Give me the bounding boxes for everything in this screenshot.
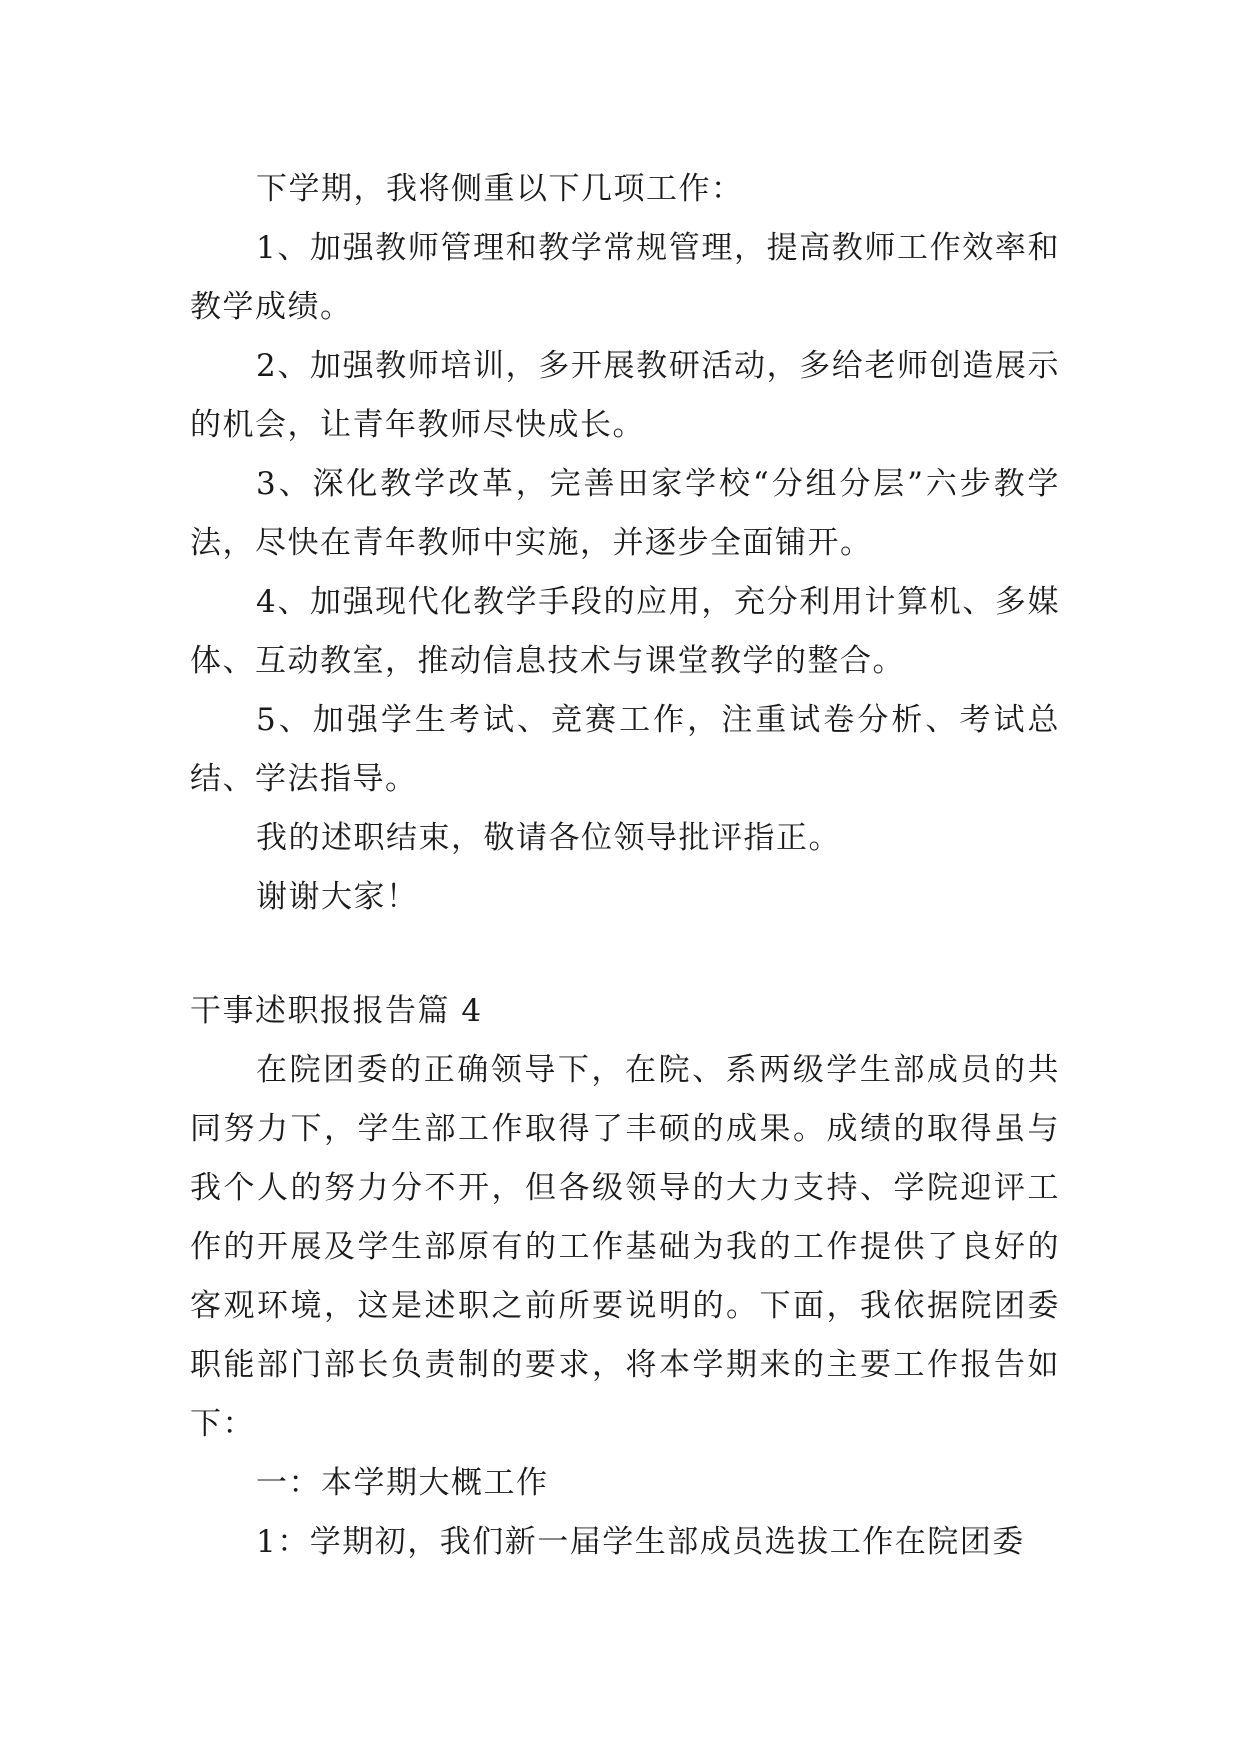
paragraph-item-2: 2、加强教师培训，多开展教研活动，多给老师创造展示的机会，让青年教师尽快成长。: [190, 348, 1060, 443]
paragraph-item-1: 1、加强教师管理和教学常规管理，提高教师工作效率和教学成绩。: [190, 230, 1060, 325]
paragraph-item-4: 4、加强现代化教学手段的应用，充分利用计算机、多媒体、互动教室，推动信息技术与课堂教学的整合。: [190, 584, 1060, 679]
section-heading: 干事述职报报告篇 4: [190, 993, 483, 1029]
paragraph-thanks: 谢谢大家！: [256, 879, 419, 915]
document-body: [190, 160, 1060, 1572]
paragraph-intro: 下学期，我将侧重以下几项工作：: [256, 171, 744, 207]
paragraph-item-3: 3、深化教学改革，完善田家学校“分组分层”六步教学法，尽快在青年教师中实施，并逐步全面铺开。: [190, 466, 1060, 561]
paragraph-closing: 我的述职结束，敬请各位领导批评指正。: [256, 820, 841, 856]
paragraph-section-intro: 在院团委的正确领导下，在院、系两级学生部成员的共同努力下，学生部工作取得了丰硕的成果。成绩的取得虽与我个人的努力分不开，但各级领导的大力支持、学院迎评工作的开展及学生部原有的工作基础为我的工作提供了良好的客观环境，这是述职之前所要说明的。下面，我依据院团委职能部门部长负责制的要求，将本学期来的主要工作报告如下：: [190, 1052, 1060, 1442]
paragraph-subheading: 一：本学期大概工作: [256, 1465, 549, 1501]
paragraph-item-5: 5、加强学生考试、竞赛工作，注重试卷分析、考试总结、学法指导。: [190, 702, 1060, 797]
paragraph-point-1: 1：学期初，我们新一届学生部成员选拔工作在院团委: [256, 1524, 1025, 1560]
